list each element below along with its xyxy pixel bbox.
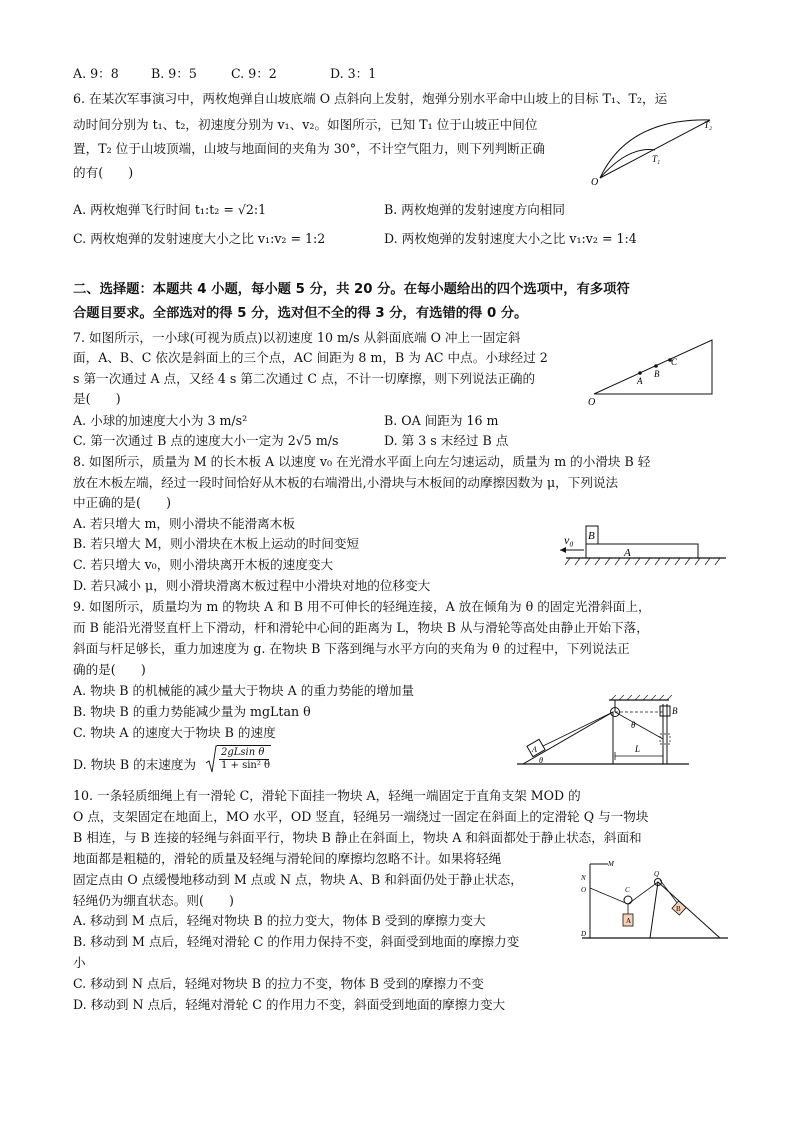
q6-line-2: 动时间分别为 t₁、t₂，初速度分别为 v₁、v₂。如图所示，已知 T₁ 位于山坡正中间位 (73, 117, 538, 132)
q10-label-c: C (625, 886, 630, 894)
q7-line-2: 面，A、B、C 依次是斜面上的三个点，AC 间距为 8 m，B 为 AC 中点。小球经过 2 (73, 350, 548, 365)
q10-label-m: M (608, 860, 614, 868)
q9-option-a: A. 物块 B 的机械能的减少量大于物块 A 的重力势能的增加量 (73, 683, 415, 698)
q10-line-3: B 相连，与 B 连接的轻绳与斜面平行，物块 B 静止在斜面上，物块 A 和斜面都处于静止状态，斜面和 (73, 830, 642, 845)
q8-option-b: B. 若只增大 M，则小滑块在木板上运动的时间变短 (73, 536, 360, 551)
q8-line-1: 8. 如图所示，质量为 M 的长木板 A 以速度 v₀ 在光滑水平面上向左匀速运动，质量为 m 的小滑块 B 轻 (73, 454, 651, 469)
q6-label-t2: T₂ (704, 120, 713, 130)
q5-option-c: C. 9：2 (231, 66, 277, 81)
q5-option-d: D. 3：1 (330, 66, 377, 81)
q6-figure (588, 112, 728, 192)
q10-line-4: 地面都是粗糙的，滑轮的质量及轻绳与滑轮间的摩擦均忽略不计。如果将轻绳 (73, 851, 502, 866)
q9-incline (523, 712, 613, 764)
q10-line-2: O 点，支架固定在地面上，MO 水平，OD 竖直，轻绳另一端绕过一固定在斜面上的定滑轮 Q 与一物块 (73, 809, 649, 824)
q7-label-c: C (671, 357, 678, 367)
q9-sqrt-denominator: 1 + sin² θ (221, 760, 271, 771)
q10-option-a: A. 移动到 M 点后，轻绳对物块 B 的拉力变大，物体 B 受到的摩擦力变大 (73, 913, 486, 928)
q7-label-b: B (654, 369, 660, 379)
q9-figure (513, 694, 693, 774)
q9-line-3: 斜面与杆足够长，重力加速度为 g. 在物块 B 下落到绳与水平方向的夹角为 θ 的过程中，下列说法正 (73, 641, 630, 656)
q5-option-a: A. 9：8 (73, 66, 119, 81)
q10-label-d: D (581, 930, 587, 938)
q9-rope-to-b (615, 712, 663, 739)
q6-option-d: D. 两枚炮弹的发射速度大小之比 v₁:v₂ = 1:4 (384, 231, 637, 246)
q8-line-3: 中正确的是( ) (73, 495, 171, 510)
q7-line-1: 7. 如图所示，一小球(可视为质点)以初速度 10 m/s 从斜面底端 O 冲上一固定斜 (73, 330, 521, 345)
q8-ground-hatch (565, 558, 720, 565)
q9-line-1: 9. 如图所示，质量均为 m 的物块 A 和 B 用不可伸长的轻绳连接，A 放在倾角为 θ 的固定光滑斜面上， (73, 599, 651, 614)
q7-line-3: s 第一次通过 A 点，又经 4 s 第二次通过 C 点，不计一切摩擦，则下列说法正确的 (73, 371, 536, 386)
q6-label-o: O (591, 177, 599, 188)
q9-block-b-bottom (660, 734, 670, 744)
q9-label-l: L (635, 744, 641, 754)
q7-option-c: C. 第一次通过 B 点的速度大小一定为 2√5 m/s (73, 433, 339, 448)
q9-option-d: D. 物块 B 的末速度为 (73, 757, 197, 772)
q10-option-b-continued: 小 (73, 955, 86, 970)
q10-line-1: 10. 一条轻质细绳上有一滑轮 C，滑轮下面挂一物块 A，轻绳一端固定于直角支架 MOD 的 (73, 788, 581, 803)
q6-option-c: C. 两枚炮弹的发射速度大小之比 v₁:v₂ = 1:2 (73, 231, 326, 246)
q6-option-a: A. 两枚炮弹飞行时间 t₁:t₂ = √2:1 (73, 202, 267, 217)
q6-line-3: 置，T₂ 位于山坡顶端，山坡与地面间的夹角为 30°，不计空气阻力，则下列判断正确 (73, 141, 545, 156)
q10-rope-q-to-b (660, 880, 678, 904)
q10-figure (578, 856, 730, 942)
q8-option-c: C. 若只增大 v₀，则小滑块离开木板的速度变大 (73, 557, 334, 572)
q8-line-2: 放在木板左端，经过一段时间恰好从木板的右端滑出,小滑块与木板间的动摩擦因数为 μ，下列说法 (73, 475, 619, 490)
q7-point-b (654, 364, 658, 368)
q9-label-b: B (672, 706, 678, 716)
q10-pulley-c (624, 896, 632, 904)
q10-line-5: 固定点由 O 点缓慢地移动到 M 点或 N 点，物块 A、B 和斜面仍处于静止状态， (73, 872, 523, 887)
q6-line-4: 的有( ) (73, 165, 134, 180)
q9-sqrt-numerator: 2gLsin θ (221, 747, 265, 758)
q10-incline (650, 882, 720, 938)
q9-block-b-top (660, 706, 670, 716)
q10-label-b: B (676, 905, 681, 913)
q10-option-b: B. 移动到 M 点后，轻绳对滑轮 C 的作用力保持不变，斜面受到地面的摩擦力变 (73, 934, 520, 949)
q7-option-a: A. 小球的加速度大小为 3 m/s² (73, 413, 248, 428)
q8-label-b: B (588, 530, 595, 542)
q9-option-c: C. 物块 A 的速度大于物块 B 的速度 (73, 725, 276, 740)
q9-label-a: A (532, 745, 537, 754)
q8-label-v0: v₀ (564, 533, 574, 547)
q10-label-o: O (581, 886, 587, 894)
q10-label-a: A (626, 917, 632, 925)
q7-label-o: O (588, 397, 596, 408)
q9-line-4: 确的是( ) (73, 662, 146, 677)
q8-option-a: A. 若只增大 m，则小滑块不能滑离木板 (73, 516, 295, 531)
q7-option-b: B. OA 间距为 16 m (384, 413, 499, 428)
q6-option-b: B. 两枚炮弹的发射速度方向相同 (384, 202, 565, 217)
q6-line-1: 6. 在某次军事演习中，两枚炮弹自山坡底端 O 点斜向上发射，炮弹分别水平命中山坡上的目标 T₁、T₂，运 (73, 91, 668, 106)
q6-label-t1: T₁ (652, 154, 661, 164)
q9-ceiling-hatch (611, 695, 672, 700)
q9-label-theta-base: θ (539, 756, 543, 765)
q7-line-4: 是( ) (73, 391, 121, 406)
q8-figure (556, 522, 736, 574)
q9-radical-sign (205, 745, 217, 775)
q7-option-d: D. 第 3 s 末经过 B 点 (384, 433, 509, 448)
q7-label-a: A (637, 376, 643, 386)
q8-option-d: D. 若只减小 μ，则小滑块滑离木板过程中小滑块对地的位移变大 (73, 578, 431, 593)
q8-label-a: A (624, 547, 631, 559)
q10-rope-o-to-c (590, 888, 628, 904)
q7-figure (586, 336, 726, 408)
q6-slope-line (600, 120, 713, 178)
q9-rope-to-a (543, 712, 613, 746)
q10-line-6: 轻绳仍为绷直状态。则( ) (73, 893, 234, 908)
q9-label-theta-top: θ (631, 720, 636, 730)
section-2-header-line-1: 二、选择题：本题共 4 小题，每小题 5 分，共 20 分。在每小题给出的四个选项中，有多项符 (73, 282, 630, 297)
q10-rope-c-to-q (628, 882, 658, 904)
q10-option-c: C. 移动到 N 点后，轻绳对物块 B 的拉力不变，物体 B 受到的摩擦力不变 (73, 976, 484, 991)
q8-board-a (586, 544, 698, 558)
q7-incline (594, 340, 712, 394)
q10-label-q: Q (654, 870, 660, 878)
q5-option-b: B. 9：5 (151, 66, 197, 81)
section-2-header-line-2: 合题目要求。全部选对的得 5 分，选对但不全的得 3 分，有选错的得 0 分。 (73, 306, 528, 321)
q9-option-b: B. 物块 B 的重力势能减少量为 mgLtan θ (73, 704, 311, 719)
q7-point-a (638, 371, 642, 375)
q9-line-2: 而 B 能沿光滑竖直杆上下滑动，杆和滑轮中心间的距离为 L，物块 B 从与滑轮等高处由静止开始下落， (73, 620, 649, 635)
q10-option-d: D. 移动到 N 点后，轻绳对滑轮 C 的作用力不变，斜面受到地面的摩擦力变大 (73, 997, 506, 1012)
q10-label-n: N (581, 874, 586, 882)
q8-arrow-head (560, 547, 566, 553)
